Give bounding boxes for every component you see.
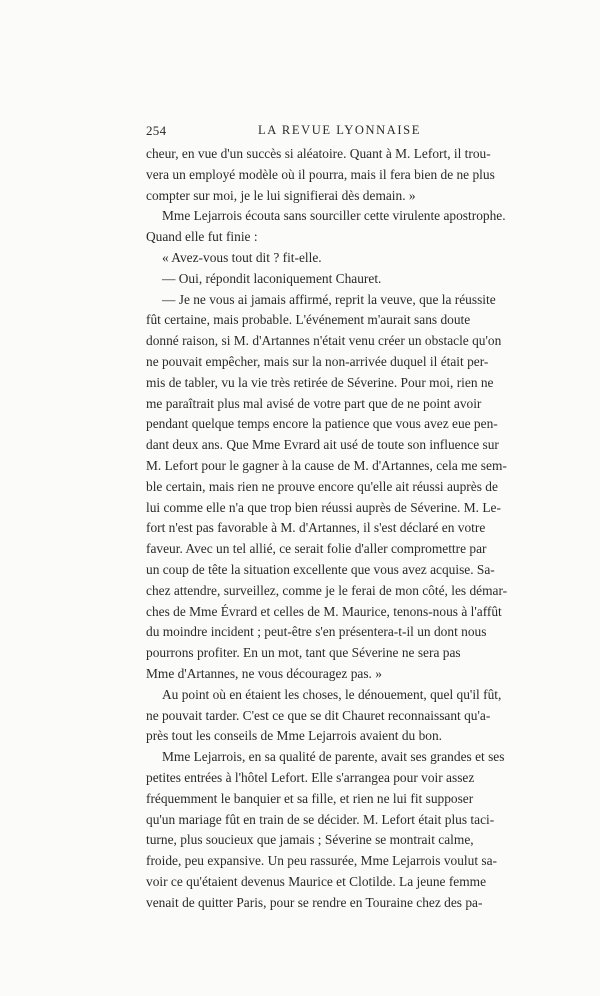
text-line: — Je ne vous ai jamais affirmé, reprit la veuve, que la réussite bbox=[162, 291, 496, 307]
running-head: LA REVUE LYONNAISE bbox=[258, 123, 421, 137]
text-line: un coup de tête la situation excellente que vous avez acquise. Sa- bbox=[146, 561, 495, 577]
text-line: du moindre incident ; peut-être s'en présentera-t-il un dont nous bbox=[146, 624, 487, 640]
text-line: dant deux ans. Que Mme Evrard ait usé de toute son influence sur bbox=[146, 437, 499, 453]
text-line: ne pouvait empêcher, mais sur la non-arrivée duquel il était per- bbox=[146, 353, 489, 369]
text-line: ne pouvait tarder. C'est ce que se dit Chauret reconnaissant qu'a- bbox=[146, 707, 491, 723]
text-line: Mme d'Artannes, ne vous découragez pas. » bbox=[146, 665, 382, 681]
text-line: près tout les conseils de Mme Lejarrois avaient du bon. bbox=[146, 728, 443, 744]
text-line: vera un employé modèle où il pourra, mais il fera bien de ne plus bbox=[146, 166, 495, 182]
text-line: chez attendre, surveillez, comme je le ferai de mon côté, les démar- bbox=[146, 582, 508, 598]
text-line: Mme Lejarrois, en sa qualité de parente, avait ses grandes et ses bbox=[162, 749, 505, 765]
page-header bbox=[146, 123, 459, 141]
text-line: froide, peu expansive. Un peu rassurée, Mme Lejarrois voulut sa- bbox=[146, 853, 498, 869]
text-line: donné raison, si M. d'Artannes n'était venu créer un obstacle qu'on bbox=[146, 333, 502, 349]
text-line: qu'un mariage fût en train de se décider. M. Lefort était plus taci- bbox=[146, 811, 495, 827]
text-line: « Avez-vous tout dit ? fit-elle. bbox=[162, 249, 322, 265]
text-line: mis de tabler, vu la vie très retirée de Séverine. Pour moi, rien ne bbox=[146, 374, 494, 390]
text-line: M. Lefort pour le gagner à la cause de M. d'Artannes, cela me sem- bbox=[146, 457, 507, 473]
text-line: Quand elle fut finie : bbox=[146, 229, 258, 245]
text-line: fût certaine, mais probable. L'événement m'aurait sans doute bbox=[146, 312, 471, 328]
text-line: venait de quitter Paris, pour se rendre en Touraine chez des pa- bbox=[146, 894, 483, 910]
text-line: — Oui, répondit laconiquement Chauret. bbox=[162, 270, 382, 286]
text-line: compter sur moi, je le lui signifierai dès demain. » bbox=[146, 187, 416, 203]
text-line: fréquemment le banquier et sa fille, et rien ne lui fit supposer bbox=[146, 790, 474, 806]
text-line: cheur, en vue d'un succès si aléatoire. Quant à M. Lefort, il trou- bbox=[146, 146, 491, 161]
text-line: voir ce qu'étaient devenus Maurice et Clotilde. La jeune femme bbox=[146, 873, 487, 889]
text-line: turne, plus soucieux que jamais ; Séverine se montrait calme, bbox=[146, 832, 474, 848]
text-line: pendant quelque temps encore la patience que vous avez eue pen- bbox=[146, 416, 498, 432]
text-line: me paraîtrait plus mal avisé de votre part que de ne point avoir bbox=[146, 395, 482, 411]
text-line: lui comme elle n'a que trop bien réussi auprès de Séverine. M. Le- bbox=[146, 499, 501, 515]
text-line: faveur. Avec un tel allié, ce serait folie d'aller compromettre par bbox=[146, 541, 487, 557]
text-line: fort n'est pas favorable à M. d'Artannes, il s'est déclaré en votre bbox=[146, 520, 486, 536]
text-line: ches de Mme Évrard et celles de M. Maurice, tenons-nous à l'affût bbox=[146, 603, 502, 619]
text-line: Mme Lejarrois écouta sans sourciller cette virulente apostrophe. bbox=[162, 208, 506, 224]
text-line: ble certain, mais rien ne prouve encore qu'elle ait réussi auprès de bbox=[146, 478, 498, 494]
text-line: Au point où en étaient les choses, le dénouement, quel qu'il fût, bbox=[162, 686, 502, 702]
body-text bbox=[146, 144, 508, 913]
text-line: pourrons profiter. En un mot, tant que Séverine ne sera pas bbox=[146, 645, 461, 661]
page-number: 254 bbox=[146, 123, 167, 138]
text-line: petites entrées à l'hôtel Lefort. Elle s'arrangea pour voir assez bbox=[146, 769, 475, 785]
